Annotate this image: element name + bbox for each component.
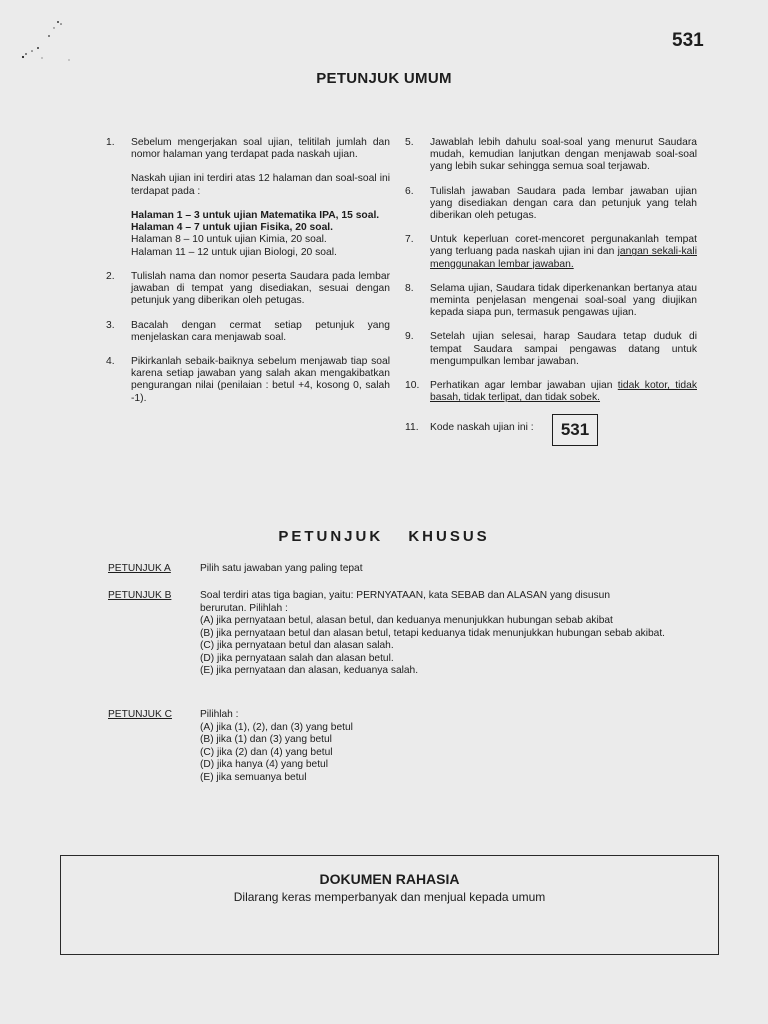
petunjuk-line: (B) jika (1) dan (3) yang betul: [200, 734, 332, 745]
list-item: [405, 283, 697, 320]
item-text: Tulislah nama dan nomor peserta Saudara pada lembar jawaban di tempat yang disediakan, sesuai dengan petunjuk yang diberikan oleh petugas.: [131, 271, 390, 307]
petunjuk-khusus-title: PETUNJUK KHUSUS: [278, 528, 490, 545]
item-text: [430, 380, 697, 404]
secret-subtitle: Dilarang keras memperbanyak dan menjual kepada umum: [233, 890, 546, 904]
petunjuk-c-text: [200, 709, 670, 784]
petunjuk-a-text: [200, 563, 670, 576]
list-item: [405, 420, 697, 440]
list-item: [405, 331, 697, 368]
item-text: Tulislah jawaban Saudara pada lembar jawaban ujian yang disediakan dengan cara dan petunjuk yang telah diberikan oleh petugas.: [430, 185, 697, 222]
item-text: Sebelum mengerjakan soal ujian, telitilah jumlah dan nomor halaman yang terdapat pada naskah ujian.: [131, 137, 390, 161]
item-number: 10.: [405, 380, 420, 392]
item-number: 2.: [106, 271, 115, 282]
halaman-line: Halaman 4 – 7 untuk ujian Fisika, 20 soal.: [131, 222, 334, 234]
list-item: [405, 137, 697, 174]
halaman-list: [131, 210, 390, 259]
item-number: 7.: [405, 234, 414, 246]
halaman-line: Halaman 11 – 12 untuk ujian Biologi, 20 soal.: [131, 246, 337, 258]
item-number: 11.: [405, 422, 419, 434]
item-text: Selama ujian, Saudara tidak diperkenankan bertanya atau meminta penjelasan mengenai soal-soal yang diujikan kepada siapa pun, termasuk pengawas ujian.: [430, 282, 697, 319]
list-item: [106, 271, 390, 308]
list-item: [106, 320, 390, 344]
secret-title: DOKUMEN RAHASIA: [319, 871, 460, 887]
item-text: Setelah ujian selesai, harap Saudara tetap duduk di tempat Saudara sampai pengawas datang untuk mengumpulkan lembar jawaban.: [430, 331, 697, 367]
list-item: [405, 380, 697, 404]
item-text-plain: Perhatikan agar lembar jawaban ujian: [430, 380, 613, 392]
petunjuk-line: (E) jika pernyataan dan alasan, keduanya salah.: [200, 665, 419, 676]
petunjuk-line: (C) jika (2) dan (4) yang betul: [200, 746, 333, 758]
halaman-line: Halaman 1 – 3 untuk ujian Matematika IPA, 15 soal.: [131, 209, 380, 221]
list-item: [405, 234, 697, 271]
item-number: 9.: [405, 331, 414, 343]
petunjuk-line: (C) jika pernyataan betul dan alasan salah.: [200, 640, 394, 651]
petunjuk-line: (B) jika pernyataan betul dan alasan betul, tetapi keduanya tidak menunjukkan hubungan sebab akibat.: [200, 627, 665, 639]
petunjuk-line: Pilihlah :: [200, 709, 239, 720]
instructions-left-column: [106, 137, 390, 405]
item-number: 5.: [405, 137, 414, 148]
petunjuk-b-text: [200, 590, 670, 678]
petunjuk-line: (A) jika pernyataan betul, alasan betul, dan keduanya menunjukkan hubungan sebab akibat: [200, 615, 613, 626]
list-item: [106, 137, 390, 259]
petunjuk-umum-title: PETUNJUK UMUM: [316, 70, 452, 87]
item-text: Jawablah lebih dahulu soal-soal yang menurut Saudara mudah, kemudian lanjutkan dengan menjawab soal-soal yang lebih sukar sehingga semua soal terjawab.: [430, 137, 697, 173]
instructions-right-column: [405, 137, 697, 440]
item-number: 8.: [405, 282, 414, 294]
item-text-plain: Untuk keperluan coret-mencoret pergunakanlah tempat yang terluang pada naskah ujian ini dan: [430, 234, 697, 258]
item-subtext: Naskah ujian ini terdiri atas 12 halaman dan soal-soal ini terdapat pada :: [131, 173, 390, 197]
item-text: Bacalah dengan cermat setiap petunjuk yang menjelaskan cara menjawab soal.: [131, 319, 390, 343]
item-text: Pikirkanlah sebaik-baiknya sebelum menjawab tiap soal karena setiap jawaban yang salah akan mengakibatkan pengurangan nilai (penilaian : betul +4, kosong 0, salah -1).: [131, 356, 390, 404]
exam-code-box: 531: [552, 414, 598, 446]
list-item: [405, 186, 697, 223]
item-number: 6.: [405, 185, 414, 197]
petunjuk-line: (A) jika (1), (2), dan (3) yang betul: [200, 721, 353, 733]
item-number: 4.: [106, 356, 115, 368]
petunjuk-line: Soal terdiri atas tiga bagian, yaitu: PERNYATAAN, kata SEBAB dan ALASAN yang disusun: [200, 590, 610, 601]
item-number: 3.: [106, 319, 115, 331]
page-number: 531: [672, 30, 704, 51]
item-number: 1.: [106, 137, 115, 148]
petunjuk-a-label: PETUNJUK A: [108, 563, 171, 574]
item-text: [430, 234, 697, 271]
item-text-underlined: jangan sekali-kali menggunakan lembar jawaban.: [430, 246, 697, 270]
item-text-underlined: tidak kotor, tidak basah, tidak terlipat, dan tidak sobek.: [430, 380, 697, 404]
dokumen-rahasia-box: [60, 855, 719, 955]
petunjuk-line: (E) jika semuanya betul: [200, 771, 307, 783]
item-text: Kode naskah ujian ini :: [430, 422, 534, 434]
petunjuk-line: Pilih satu jawaban yang paling tepat: [200, 563, 363, 574]
petunjuk-b-label: PETUNJUK B: [108, 590, 172, 601]
petunjuk-c-label: PETUNJUK C: [108, 709, 172, 720]
petunjuk-line: (D) jika pernyataan salah dan alasan betul.: [200, 652, 394, 664]
scan-speckle-marks: [14, 14, 84, 74]
petunjuk-line: (D) jika hanya (4) yang betul: [200, 759, 328, 770]
halaman-line: Halaman 8 – 10 untuk ujian Kimia, 20 soal.: [131, 234, 327, 246]
list-item: [106, 356, 390, 405]
petunjuk-line: berurutan. Pilihlah :: [200, 602, 288, 614]
